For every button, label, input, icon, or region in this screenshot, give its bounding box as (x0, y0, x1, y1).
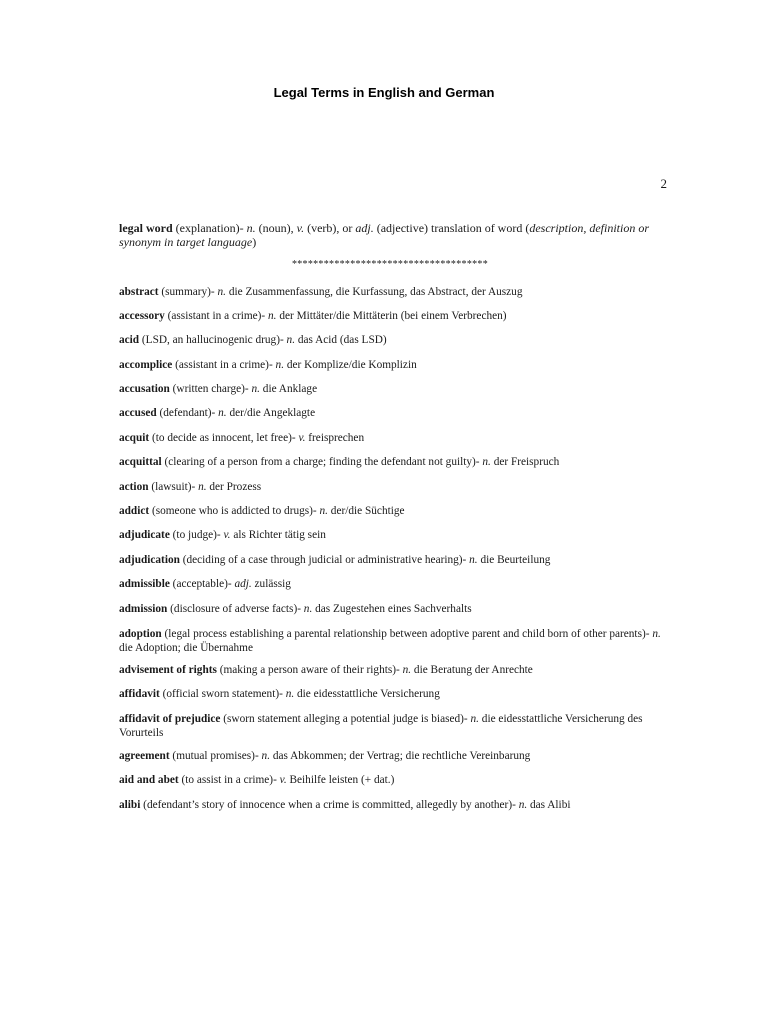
legend-text: ) (252, 234, 257, 249)
glossary-entry (119, 664, 674, 678)
entry-part-of-speech: n. (268, 310, 277, 322)
entry-term: affidavit of prejudice (119, 713, 221, 725)
entry-term: admission (119, 603, 168, 615)
entry-explanation: (written charge)- (169, 383, 252, 395)
entry-term: addict (119, 505, 150, 517)
entry-term: acid (119, 334, 140, 346)
entry-part-of-speech: n. (285, 688, 295, 700)
entry-part-of-speech: v. (279, 774, 287, 786)
glossary-entry (119, 505, 674, 519)
glossary-entry (119, 334, 674, 348)
entry-explanation: (lawsuit)- (148, 481, 199, 493)
entry-translation: der Prozess (206, 481, 262, 493)
entry-term: accused (119, 407, 157, 419)
legend-text: (verb), or (304, 221, 356, 235)
glossary-entry (119, 578, 674, 592)
entry-term: adoption (119, 628, 162, 640)
entry-explanation: (making a person aware of their rights)- (216, 664, 403, 676)
glossary-entry (119, 481, 674, 495)
entry-term: adjudication (119, 554, 180, 566)
entry-part-of-speech: n. (275, 359, 285, 371)
glossary-entry (119, 799, 674, 813)
glossary-entry (119, 688, 674, 702)
entry-explanation: (assistant in a crime)- (164, 310, 269, 322)
entry-part-of-speech: v. (298, 432, 306, 444)
entry-part-of-speech: n. (402, 664, 412, 676)
entry-term: accomplice (119, 359, 173, 371)
entry-translation: die Beratung der Anrechte (411, 664, 533, 676)
entry-explanation: (sworn statement alleging a potential judge is biased)- (220, 713, 471, 725)
entry-part-of-speech: n. (470, 713, 479, 725)
entry-explanation: (disclosure of adverse facts)- (167, 603, 304, 615)
entry-explanation: (LSD, an hallucinogenic drug)- (139, 334, 287, 346)
entry-explanation: (summary)- (158, 286, 218, 298)
entry-part-of-speech: n. (303, 603, 313, 615)
entry-translation: das Abkommen; der Vertrag; die rechtliche Vereinbarung (270, 750, 531, 762)
entry-part-of-speech: n. (218, 407, 227, 419)
legend-text: (explanation)- (172, 221, 247, 235)
glossary-entry (119, 432, 674, 446)
entry-term: agreement (119, 750, 170, 762)
entry-part-of-speech: adj. (234, 578, 252, 590)
entry-term: adjudicate (119, 529, 170, 541)
entry-explanation: (official sworn statement)- (159, 688, 286, 700)
glossary-entry (119, 713, 674, 740)
entry-translation: der/die Angeklagte (226, 407, 316, 419)
entry-part-of-speech: n. (286, 334, 296, 346)
glossary-entry (119, 554, 674, 568)
glossary-entry (119, 628, 674, 655)
document-title: Legal Terms in English and German (273, 85, 495, 100)
entry-translation: der Mittäter/die Mittäterin (bei einem Verbrechen) (276, 310, 507, 322)
entry-explanation: (deciding of a case through judicial or administrative hearing)- (179, 554, 470, 566)
legend-noun-abbr: n. (246, 221, 256, 235)
entry-term: affidavit (119, 688, 160, 700)
entry-part-of-speech: v. (223, 529, 231, 541)
legend-adj-abbr: adj. (355, 221, 374, 235)
entry-explanation: (assistant in a crime)- (172, 359, 276, 371)
entry-explanation: (defendant’s story of innocence when a crime is committed, allegedly by another)- (140, 799, 519, 811)
entry-part-of-speech: n. (469, 554, 478, 566)
glossary-entry (119, 774, 674, 788)
entry-translation: die eidesstattliche Versicherung des Vorurteils (119, 713, 643, 739)
page-number: 2 (660, 176, 667, 191)
legend-verb-abbr: v. (296, 221, 305, 235)
legend-text: (noun), (255, 221, 297, 235)
entry-part-of-speech: n. (518, 799, 528, 811)
separator-line: ************************************* (291, 259, 489, 270)
entry-translation: der Komplize/die Komplizin (284, 359, 417, 371)
entry-part-of-speech: n. (217, 286, 226, 298)
entry-part-of-speech: n. (652, 628, 661, 640)
glossary-entry (119, 407, 674, 421)
glossary-entry (119, 310, 674, 324)
legend-description: description, definition or synonym in target language (119, 221, 650, 249)
entry-translation: die Beurteilung (477, 554, 551, 566)
entry-translation: die Anklage (259, 383, 318, 395)
entry-term: aid and abet (119, 774, 179, 786)
glossary-entry (119, 359, 674, 373)
entry-part-of-speech: n. (251, 383, 260, 395)
entry-translation: das Zugestehen eines Sachverhalts (312, 603, 472, 615)
entry-explanation: (acceptable)- (169, 578, 235, 590)
entry-term: acquittal (119, 456, 162, 468)
glossary-entry (119, 286, 674, 300)
entry-explanation: (someone who is addicted to drugs)- (149, 505, 320, 517)
glossary-entry (119, 603, 674, 617)
entry-part-of-speech: n. (261, 750, 271, 762)
entry-term: alibi (119, 799, 141, 811)
entry-translation: die Zusammenfassung, die Kurfassung, das Abstract, der Auszug (226, 286, 523, 298)
entry-translation: freisprechen (305, 432, 365, 444)
entry-explanation: (legal process establishing a parental relationship between adoptive parent and child born of other parents)- (161, 628, 653, 640)
format-legend (119, 222, 669, 249)
entry-translation: der Freispruch (490, 456, 560, 468)
entry-term: admissible (119, 578, 170, 590)
glossary-entry (119, 529, 674, 543)
entry-explanation: (defendant)- (156, 407, 219, 419)
entry-term: abstract (119, 286, 159, 298)
glossary-entry (119, 383, 674, 397)
entry-translation: Beihilfe leisten (+ dat.) (286, 774, 395, 786)
entry-translation: das Acid (das LSD) (295, 334, 387, 346)
entry-translation: die eidesstattliche Versicherung (294, 688, 440, 700)
scanned-page-image (100, 168, 680, 844)
entry-term: accessory (119, 310, 165, 322)
entry-explanation: (to assist in a crime)- (178, 774, 280, 786)
entry-translation: das Alibi (527, 799, 571, 811)
entry-translation: als Richter tätig sein (230, 529, 326, 541)
entry-part-of-speech: n. (198, 481, 207, 493)
entry-term: accusation (119, 383, 170, 395)
entry-translation: der/die Süchtige (327, 505, 405, 517)
entry-explanation: (to judge)- (169, 529, 224, 541)
entry-term: acquit (119, 432, 150, 444)
entry-translation: die Adoption; die Übernahme (119, 641, 253, 654)
entry-term: action (119, 481, 149, 493)
entry-explanation: (to decide as innocent, let free)- (149, 432, 299, 444)
entry-explanation: (clearing of a person from a charge; finding the defendant not guilty)- (161, 456, 483, 468)
legend-term: legal word (119, 221, 173, 235)
entry-part-of-speech: n. (319, 505, 328, 517)
legend-text: (adjective) translation of word ( (373, 221, 530, 235)
entry-part-of-speech: n. (482, 456, 491, 468)
entry-explanation: (mutual promises)- (169, 750, 262, 762)
glossary-entry (119, 456, 674, 470)
glossary-entry (119, 750, 674, 764)
entry-term: advisement of rights (119, 664, 217, 676)
entry-translation: zulässig (251, 578, 291, 590)
